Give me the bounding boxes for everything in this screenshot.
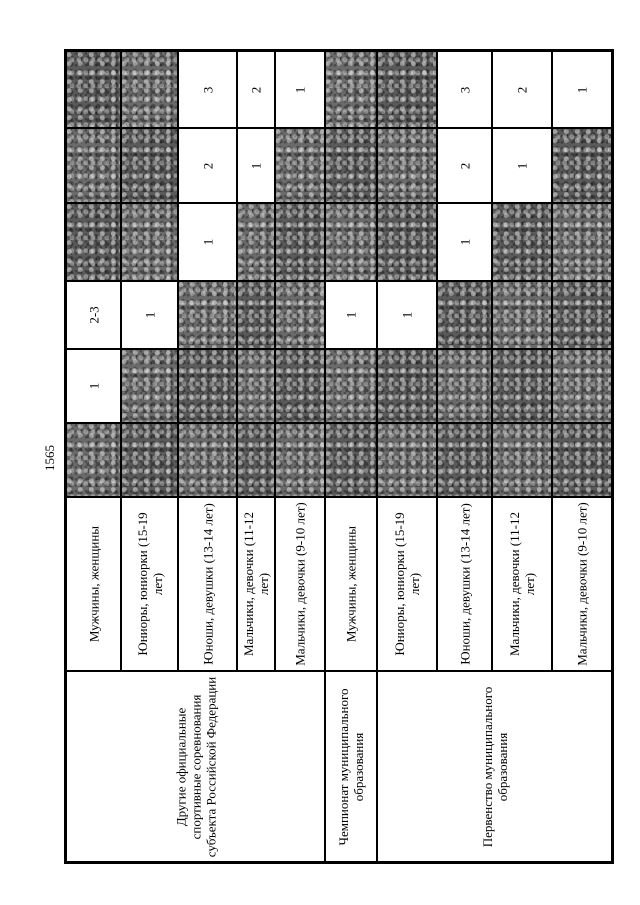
value-cell (121, 349, 178, 423)
value-cell (437, 128, 492, 203)
category-cell-text: Мужчины, женщины (343, 525, 359, 643)
value-cell-text: 1 (292, 86, 308, 93)
value-cell-text: 1 (514, 162, 530, 169)
value-cell (178, 203, 237, 281)
value-cell (121, 51, 178, 128)
group-label-cell-text: Чемпионат муниципального образования (336, 688, 366, 845)
value-cell (178, 51, 237, 128)
value-cell (492, 281, 552, 349)
value-cell-text: 1 (399, 311, 415, 319)
value-cell (66, 349, 121, 423)
category-cell (121, 497, 178, 671)
category-cell-text: Мальчики, девочки (11-12 лет) (241, 512, 271, 656)
value-cell (437, 423, 492, 497)
value-cell (552, 281, 612, 349)
category-cell-text: Мальчики, девочки (11-12 лет) (507, 512, 537, 656)
value-cell-text: 1 (343, 311, 359, 319)
category-cell (275, 497, 325, 671)
value-cell (275, 51, 325, 128)
value-cell (437, 51, 492, 128)
value-cell (237, 128, 275, 203)
value-cell-text: 1 (248, 162, 264, 169)
value-cell (325, 203, 377, 281)
value-cell (437, 349, 492, 423)
group-label-cell-text: Первенство муниципального образования (479, 686, 510, 847)
category-cell (178, 497, 237, 671)
value-cell (377, 51, 437, 128)
category-cell-text: Юноши, девушки (13-14 лет) (457, 503, 472, 665)
group-label-cell (325, 671, 377, 862)
value-cell-text: 3 (457, 86, 472, 93)
value-cell (325, 281, 377, 349)
value-cell (492, 128, 552, 203)
value-cell (492, 349, 552, 423)
value-cell (178, 128, 237, 203)
value-cell (437, 281, 492, 349)
value-cell-text: 2 (200, 162, 215, 169)
value-cell (275, 349, 325, 423)
category-cell (437, 497, 492, 671)
category-cell (492, 497, 552, 671)
value-cell (275, 281, 325, 349)
value-cell (275, 203, 325, 281)
value-cell (552, 423, 612, 497)
value-cell (552, 51, 612, 128)
value-cell (437, 203, 492, 281)
ranking-table (64, 49, 614, 864)
value-cell (237, 203, 275, 281)
value-cell (66, 423, 121, 497)
value-cell (275, 128, 325, 203)
value-cell (377, 349, 437, 423)
value-cell (325, 128, 377, 203)
category-cell (325, 497, 377, 671)
value-cell (237, 51, 275, 128)
value-cell (552, 349, 612, 423)
group-separator (324, 51, 326, 862)
value-cell (237, 349, 275, 423)
value-cell-text: 1 (457, 238, 472, 246)
value-cell (325, 51, 377, 128)
value-cell (492, 203, 552, 281)
value-cell (178, 349, 237, 423)
category-cell-text: Юниоры, юниорки (15-19 лет) (392, 512, 422, 656)
category-cell (552, 497, 612, 671)
value-cell (377, 281, 437, 349)
value-cell (325, 423, 377, 497)
value-cell (178, 281, 237, 349)
value-cell-text: 1 (574, 86, 590, 93)
value-cell (492, 51, 552, 128)
category-cell-text: Мужчины, женщины (86, 525, 101, 643)
category-cell (377, 497, 437, 671)
value-cell (325, 349, 377, 423)
group-label-cell (377, 671, 612, 862)
value-cell (121, 281, 178, 349)
category-cell-text: Юниоры, юниорки (15-19 лет) (134, 512, 165, 656)
value-cell (552, 128, 612, 203)
category-cell-text: Мальчики, девочки (9-10 лет) (292, 502, 308, 666)
category-cell (237, 497, 275, 671)
value-cell-text: 2 (514, 86, 530, 93)
category-cell-text: Юноши, девушки (13-14 лет) (200, 503, 215, 665)
value-cell (121, 128, 178, 203)
value-cell (178, 423, 237, 497)
group-label-cell (66, 671, 325, 862)
value-cell-text: 2 (457, 162, 472, 169)
value-cell (377, 203, 437, 281)
value-cell-text: 1 (86, 382, 101, 390)
value-cell (121, 203, 178, 281)
value-cell (275, 423, 325, 497)
value-cell (552, 203, 612, 281)
value-cell-text: 3 (200, 86, 215, 93)
value-cell-text: 2 (248, 86, 264, 93)
group-label-cell-text: Другие официальные спортивные соревнования субъекта Российской Федерации (173, 676, 218, 857)
value-cell (66, 281, 121, 349)
value-cell (237, 423, 275, 497)
value-cell (492, 423, 552, 497)
value-cell (121, 423, 178, 497)
value-cell-text: 1 (142, 311, 157, 319)
category-cell (66, 497, 121, 671)
value-cell (237, 281, 275, 349)
value-cell (66, 203, 121, 281)
value-cell (66, 51, 121, 128)
category-cell-text: Мальчики, девочки (9-10 лет) (574, 502, 590, 666)
value-cell-text: 1 (200, 238, 215, 246)
value-cell (377, 128, 437, 203)
page-number: 1565 (42, 445, 57, 471)
value-cell (377, 423, 437, 497)
value-cell (66, 128, 121, 203)
value-cell-text: 2-3 (86, 306, 101, 324)
group-separator (376, 51, 378, 862)
